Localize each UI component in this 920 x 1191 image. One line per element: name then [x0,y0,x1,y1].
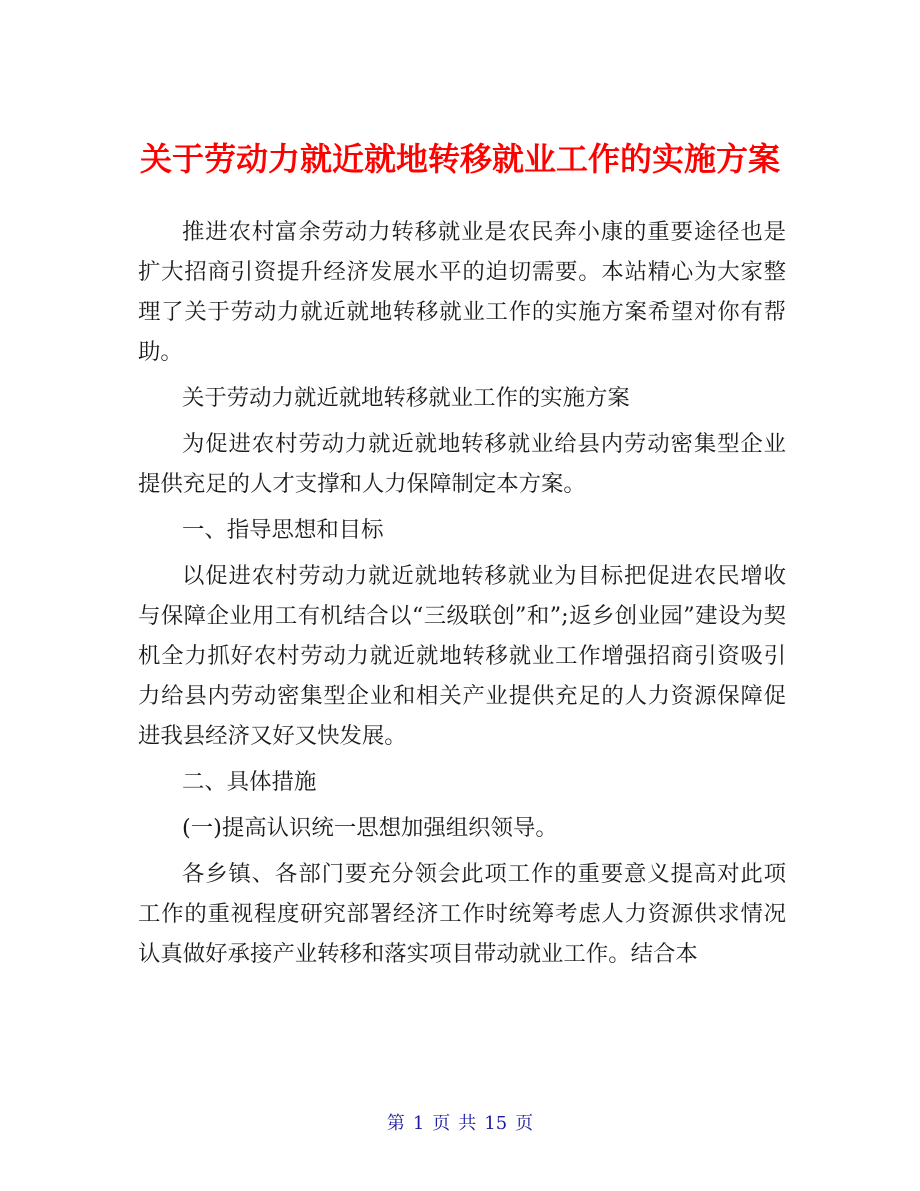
document-body [138,212,786,980]
footer-total-suffix: 页 [515,1113,534,1134]
footer-total-pages: 15 [484,1113,508,1134]
paragraph-subtitle: 关于劳动力就近就地转移就业工作的实施方案 [182,385,630,411]
paragraph-purpose: 为促进农村劳动力就近就地转移就业给县内劳动密集型企业提供充足的人才支撑和人力保障制定本方案。 [138,431,786,497]
subsection-heading-leadership: (一)提高认识统一思想加强组织领导。 [182,815,558,841]
section-heading-specific-measures: 二、具体措施 [182,769,317,795]
paragraph-intro: 推进农村富余劳动力转移就业是农民奔小康的重要途径也是扩大招商引资提升经济发展水平的迫切需要。本站精心为大家整理了关于劳动力就近就地转移就业工作的实施方案希望对你有帮助。 [138,219,786,365]
paragraph-leadership: 各乡镇、各部门要充分领会此项工作的重要意义提高对此项工作的重视程度研究部署经济工作时统筹考虑人力资源供求情况认真做好承接产业转移和落实项目带动就业工作。结合本 [138,861,786,967]
paragraph-guiding-ideology: 以促进农村劳动力就近就地转移就业为目标把促进农民增收与保障企业用工有机结合以“三级联创”和”;返乡创业园”建设为契机全力抓好农村劳动力就近就地转移就业工作增强招商引资吸引力给县内劳动密集型企业和相关产业提供充足的人力资源保障促进我县经济又好又快发展。 [138,563,786,749]
footer-prefix: 第 [386,1113,405,1134]
document-title: 关于劳动力就近就地转移就业工作的实施方案 [139,140,780,179]
footer-current-page: 1 [412,1113,425,1134]
footer-page-label: 页 [432,1113,451,1134]
section-heading-guiding-ideology: 一、指导思想和目标 [182,517,384,543]
page-footer [0,1112,920,1136]
footer-total-prefix: 共 [458,1113,477,1134]
